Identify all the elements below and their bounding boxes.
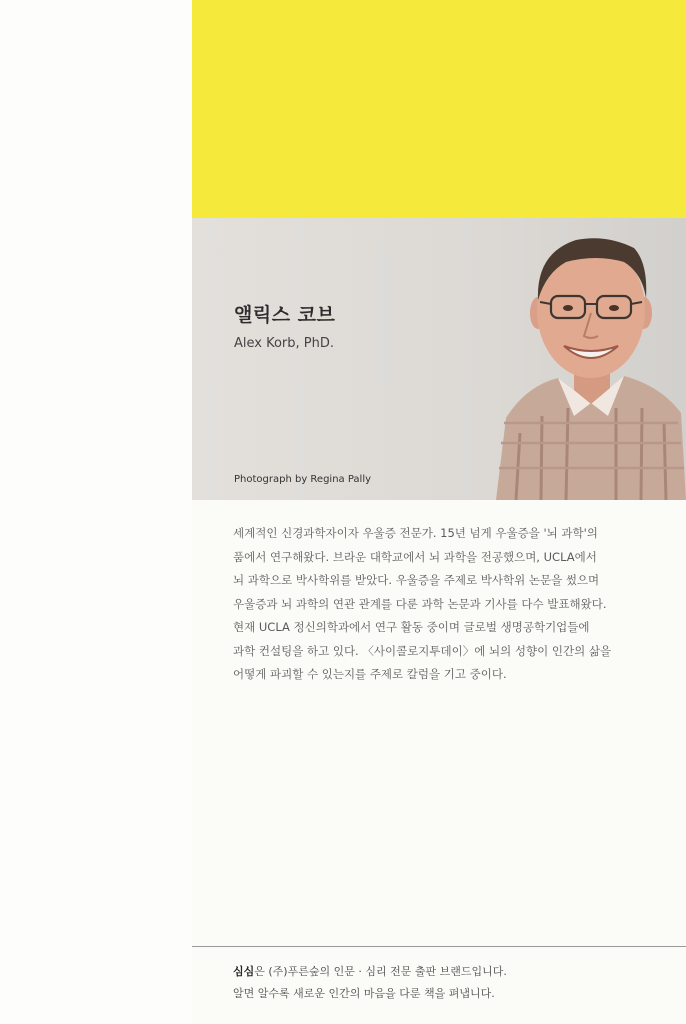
bio-line: 우울증과 뇌 과학의 연관 관계를 다룬 과학 논문과 기사를 다수 발표해왔다.: [233, 596, 607, 611]
footer-divider: [192, 946, 686, 947]
bio-line: 어떻게 파괴할 수 있는지를 주제로 칼럼을 기고 중이다.: [233, 667, 507, 681]
author-name-english: Alex Korb, PhD.: [234, 336, 335, 351]
bio-line: 과학 컨설팅을 하고 있다. 〈사이콜로지투데이〉에 뇌의 성향이 인간의 삶을: [233, 643, 612, 658]
bio-line: 품에서 연구해왔다. 브라운 대학교에서 뇌 과학을 전공했으며, UCLA에서: [233, 549, 597, 564]
publisher-footer: [233, 961, 673, 1005]
author-photo-panel: [192, 218, 686, 500]
author-biography: [233, 522, 673, 687]
footer-line-1: [233, 961, 673, 983]
footer-line-1-text: 은 (주)푸른숲의 인문 · 심리 전문 출판 브랜드입니다.: [254, 965, 507, 978]
yellow-band: [192, 0, 686, 218]
bio-line: 세계적인 신경과학자이자 우울증 전문가. 15년 넘게 우울증을 '뇌 과학'의: [233, 526, 598, 540]
footer-line-2: 알면 알수록 새로운 인간의 마음을 다룬 책을 펴냅니다.: [233, 987, 495, 1000]
photo-credit: Photograph by Regina Pally: [234, 474, 372, 485]
brand-name: 심심: [233, 965, 255, 978]
bio-line: 현재 UCLA 정신의학과에서 연구 활동 중이며 글로벌 생명공학기업들에: [233, 620, 590, 634]
author-portrait: [496, 218, 686, 500]
author-name-korean: 앨릭스 코브: [234, 304, 336, 326]
book-spine-area: [0, 0, 192, 1024]
bio-line: 뇌 과학으로 박사학위를 받았다. 우울증을 주제로 박사학위 논문을 썼으며: [233, 573, 600, 587]
